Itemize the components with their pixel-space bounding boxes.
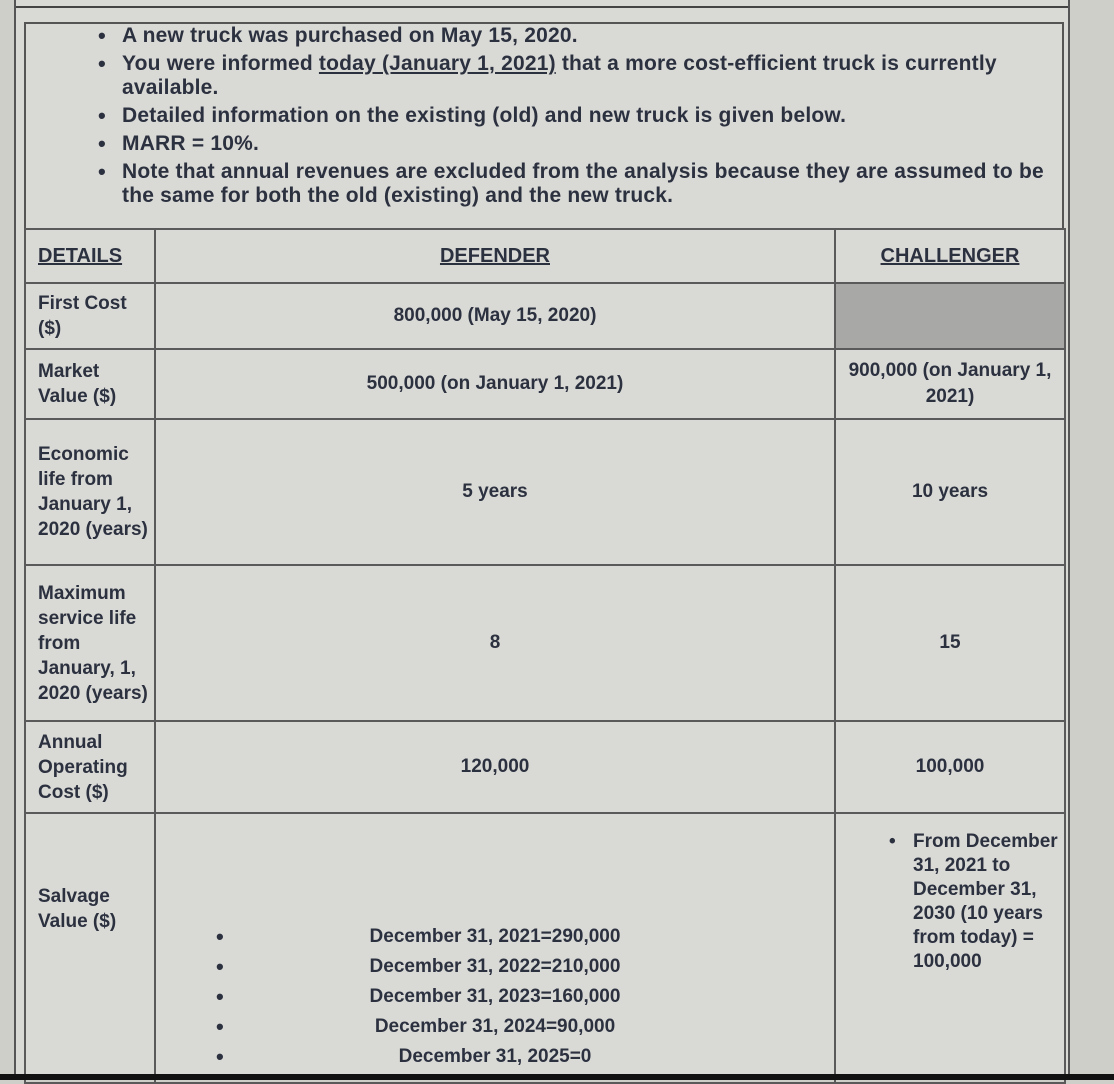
- intro-bullet-list: [26, 24, 1062, 208]
- row-label: First Cost ($): [25, 283, 155, 349]
- table-row-operating-cost: [25, 721, 1065, 813]
- challenger-salvage-text: • From December 31, 2021 to December 31, 2030 (10 years from today) = 100,000: [837, 830, 1063, 974]
- comparison-table: [24, 228, 1066, 1084]
- table-header-row: [25, 229, 1065, 283]
- row-label: Salvage Value ($): [25, 813, 155, 1083]
- list-item: December 31, 2024=90,000: [157, 1012, 833, 1042]
- defender-salvage-list: [157, 922, 833, 1072]
- challenger-cell: 100,000: [835, 721, 1065, 813]
- defender-cell: 5 years: [155, 419, 835, 565]
- bullet-text: that a more cost-efficient truck is currently available.: [122, 52, 997, 99]
- header-details: DETAILS: [25, 229, 155, 283]
- list-item: December 31, 2022=210,000: [157, 952, 833, 982]
- defender-salvage-cell: [155, 813, 835, 1083]
- header-defender: DEFENDER: [155, 229, 835, 283]
- challenger-cell: 15: [835, 565, 1065, 721]
- defender-cell: 120,000: [155, 721, 835, 813]
- bullet-text: Note that annual revenues are excluded from the analysis because they are assumed to be the same for both the old (existing) and the new truck.: [122, 160, 1044, 207]
- table-row-salvage-value: [25, 813, 1065, 1083]
- intro-bullet-3: [122, 104, 1062, 128]
- table-row-market-value: [25, 349, 1065, 419]
- intro-box: [24, 22, 1064, 230]
- intro-bullet-2: [122, 52, 1062, 100]
- defender-cell: 500,000 (on January 1, 2021): [155, 349, 835, 419]
- table-row-economic-life: [25, 419, 1065, 565]
- row-label: Economic life from January 1, 2020 (years): [25, 419, 155, 565]
- bullet-text: A new truck was purchased on May 15, 2020.: [122, 24, 578, 47]
- defender-cell: 8: [155, 565, 835, 721]
- screen-bottom-edge: [0, 1074, 1114, 1080]
- intro-bullet-1: [122, 24, 1062, 48]
- challenger-cell: 900,000 (on January 1, 2021): [835, 349, 1065, 419]
- bullet-text: MARR = 10%.: [122, 132, 259, 155]
- bullet-dots: • • • • •: [216, 924, 224, 1074]
- table-row-first-cost: [25, 283, 1065, 349]
- list-item: December 31, 2025=0: [157, 1042, 833, 1072]
- document-sheet: [14, 0, 1070, 1080]
- bullet-text: Detailed information on the existing (old) and new truck is given below.: [122, 104, 846, 127]
- underlined-date: today (January 1, 2021): [319, 52, 556, 75]
- bullet-text: You were informed: [122, 52, 319, 75]
- challenger-salvage-cell: [835, 813, 1065, 1083]
- list-item: December 31, 2021=290,000: [157, 922, 833, 952]
- header-challenger: CHALLENGER: [835, 229, 1065, 283]
- row-label: Maximum service life from January, 1, 2020 (years): [25, 565, 155, 721]
- defender-cell: 800,000 (May 15, 2020): [155, 283, 835, 349]
- intro-bullet-5: [122, 160, 1062, 208]
- top-border: [16, 6, 1068, 8]
- table-row-max-service-life: [25, 565, 1065, 721]
- challenger-cell: 10 years: [835, 419, 1065, 565]
- challenger-cell-shaded: [835, 283, 1065, 349]
- list-item: December 31, 2023=160,000: [157, 982, 833, 1012]
- intro-bullet-4: [122, 132, 1062, 156]
- row-label: Market Value ($): [25, 349, 155, 419]
- row-label: Annual Operating Cost ($): [25, 721, 155, 813]
